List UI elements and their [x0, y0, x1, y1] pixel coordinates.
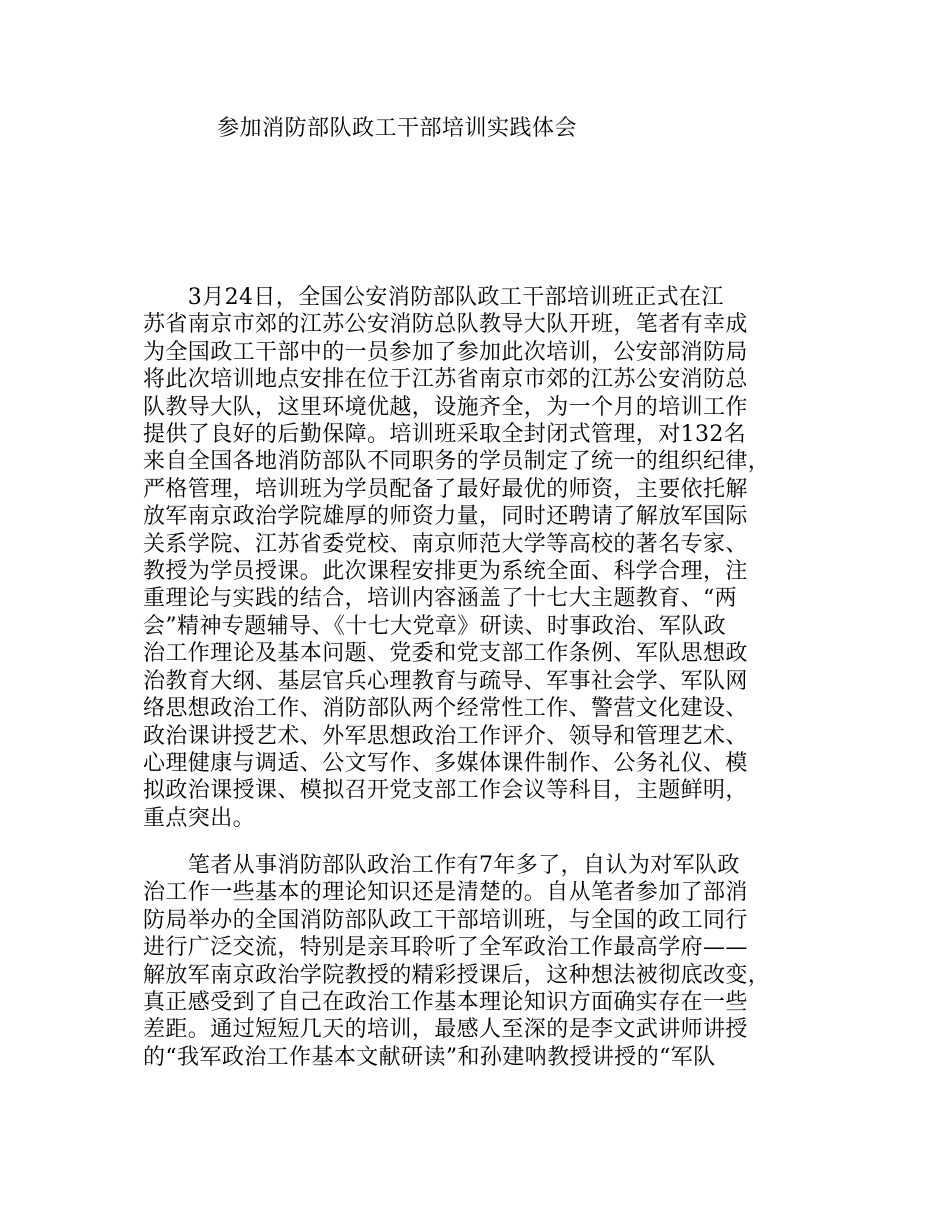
paragraph-line: 3月24日，全国公安消防部队政工干部培训班正式在江 [143, 285, 724, 310]
paragraph-line: 解放军南京政治学院教授的精彩授课后，这种想法被彻底改变， [143, 962, 771, 988]
paragraph-line: 治工作理论及基本问题、党委和党支部工作条例、军队思想政 [143, 641, 748, 667]
paragraph-line: 防局举办的全国消防部队政工干部培训班，与全国的政工同行 [143, 907, 748, 933]
paragraph-line: 苏省南京市郊的江苏公安消防总队教导大队开班，笔者有幸成 [143, 312, 748, 338]
paragraph-line: 提供了良好的后勤保障。培训班采取全封闭式管理，对132名 [143, 422, 747, 448]
paragraph-line: 真正感受到了自己在政治工作基本理论知识方面确实存在一些 [143, 990, 748, 1016]
paragraph-line: 教授为学员授课。此次课程安排更为系统全面、科学合理，注 [143, 559, 748, 585]
paragraph-line: 治教育大纲、基层官兵心理教育与疏导、军事社会学、军队网 [143, 668, 748, 694]
paragraph-line: 将此次培训地点安排在位于江苏省南京市郊的江苏公安消防总 [143, 367, 748, 393]
paragraph-line: 来自全国各地消防部队不同职务的学员制定了统一的组织纪律， [143, 449, 771, 475]
paragraph-line: 笔者从事消防部队政治工作有7年多了，自认为对军队政 [143, 853, 740, 878]
paragraph-line: 心理健康与调适、公文写作、多媒体课件制作、公务礼仪、模 [143, 750, 748, 776]
paragraph-line: 重点突出。 [143, 805, 256, 831]
paragraph-line: 为全国政工干部中的一员参加了参加此次培训，公安部消防局 [143, 339, 748, 365]
paragraph-line: 拟政治课授课、模拟召开党支部工作会议等科目，主题鲜明， [143, 778, 748, 804]
paragraph-line: 络思想政治工作、消防部队两个经常性工作、警营文化建设、 [143, 696, 748, 722]
paragraph-line: 重理论与实践的结合，培训内容涵盖了十七大主题教育、“两 [143, 586, 738, 612]
paragraph-2 [143, 852, 833, 1071]
paragraph-line: 政治课讲授艺术、外军思想政治工作评介、领导和管理艺术、 [143, 723, 748, 749]
paragraph-line: 差距。通过短短几天的培训，最感人至深的是李文武讲师讲授 [143, 1017, 748, 1043]
document-title: 参加消防部队政工干部培训实践体会 [217, 116, 578, 141]
paragraph-line: 进行广泛交流，特别是亲耳聆听了全军政治工作最高学府—— [143, 935, 748, 961]
paragraph-1 [143, 284, 833, 832]
paragraph-line: 关系学院、江苏省委党校、南京师范大学等高校的著名专家、 [143, 531, 748, 557]
paragraph-line: 的“我军政治工作基本文献研读”和孙建呐教授讲授的“军队 [143, 1044, 716, 1070]
paragraph-line: 治工作一些基本的理论知识还是清楚的。自从笔者参加了部消 [143, 880, 748, 906]
paragraph-line: 严格管理，培训班为学员配备了最好最优的师资，主要依托解 [143, 476, 748, 502]
paragraph-line: 队教导大队，这里环境优越，设施齐全，为一个月的培训工作 [143, 394, 748, 420]
paragraph-line: 会”精神专题辅导、《十七大党章》研读、时事政治、军队政 [143, 613, 727, 639]
paragraph-line: 放军南京政治学院雄厚的师资力量，同时还聘请了解放军国际 [143, 504, 748, 530]
